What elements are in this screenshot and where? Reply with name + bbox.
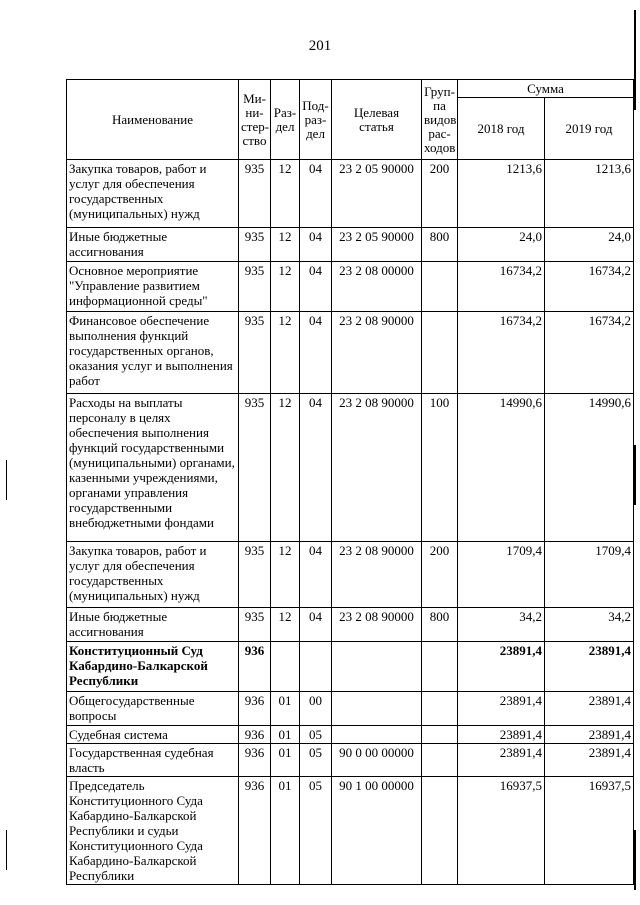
cell-target: 23 2 05 90000 <box>332 228 422 262</box>
cell-2019: 16937,5 <box>545 777 634 885</box>
cell-subsection: 04 <box>300 608 332 642</box>
cell-name: Закупка товаров, работ и услуг для обеспечения государственных (муниципальных) нужд <box>67 160 239 228</box>
cell-expense-group <box>422 744 458 777</box>
cell-2019: 16734,2 <box>545 312 634 394</box>
cell-2018: 1213,6 <box>458 160 545 228</box>
header-ministry: Ми- ни- стер- ство <box>239 80 271 160</box>
cell-ministry: 935 <box>239 542 271 608</box>
cell-subsection: 04 <box>300 160 332 228</box>
right-margin-line-middle <box>634 445 636 505</box>
cell-name: Расходы на выплаты персоналу в целях обеспечения выполнения функций государственными (муниципальными) органами, казенными учреждениями, органами управления государственными внебюджетными фондами <box>67 394 239 542</box>
cell-expense-group: 100 <box>422 394 458 542</box>
cell-ministry: 935 <box>239 608 271 642</box>
table-body <box>67 160 634 885</box>
cell-2019: 1213,6 <box>545 160 634 228</box>
cell-name: Государственная судебная власть <box>67 744 239 777</box>
cell-ministry: 936 <box>239 642 271 692</box>
cell-2019: 1709,4 <box>545 542 634 608</box>
cell-section: 01 <box>271 777 300 885</box>
cell-name: Основное мероприятие "Управление развитием информационной среды" <box>67 262 239 312</box>
cell-target: 23 2 05 90000 <box>332 160 422 228</box>
cell-name: Закупка товаров, работ и услуг для обеспечения государственных (муниципальных) нужд <box>67 542 239 608</box>
cell-name: Финансовое обеспечение выполнения функций государственных органов, оказания услуг и выполнения работ <box>67 312 239 394</box>
cell-2019: 23891,4 <box>545 642 634 692</box>
table-row <box>67 228 634 262</box>
header-section: Раз- дел <box>271 80 300 160</box>
cell-2019: 23891,4 <box>545 744 634 777</box>
cell-subsection <box>300 642 332 692</box>
cell-section <box>271 642 300 692</box>
cell-target <box>332 692 422 726</box>
cell-ministry: 936 <box>239 744 271 777</box>
cell-subsection: 05 <box>300 744 332 777</box>
cell-section: 12 <box>271 542 300 608</box>
cell-subsection: 04 <box>300 312 332 394</box>
header-name: Наименование <box>67 80 239 160</box>
table-row <box>67 394 634 542</box>
left-margin-line-lower <box>6 830 7 870</box>
cell-target: 23 2 08 90000 <box>332 608 422 642</box>
cell-expense-group: 800 <box>422 608 458 642</box>
cell-2019: 24,0 <box>545 228 634 262</box>
header-2018: 2018 год <box>458 98 545 160</box>
table-row <box>67 726 634 744</box>
cell-subsection: 04 <box>300 228 332 262</box>
cell-target: 23 2 08 90000 <box>332 394 422 542</box>
cell-target: 90 0 00 00000 <box>332 744 422 777</box>
cell-section: 12 <box>271 160 300 228</box>
cell-expense-group <box>422 777 458 885</box>
cell-subsection: 04 <box>300 542 332 608</box>
table-row <box>67 608 634 642</box>
cell-ministry: 935 <box>239 312 271 394</box>
cell-subsection: 05 <box>300 726 332 744</box>
cell-2018: 16734,2 <box>458 262 545 312</box>
cell-name: Судебная система <box>67 726 239 744</box>
table-row <box>67 692 634 726</box>
cell-section: 01 <box>271 744 300 777</box>
cell-ministry: 936 <box>239 692 271 726</box>
header-sum: Сумма <box>458 80 634 98</box>
header-target: Целевая статья <box>332 80 422 160</box>
cell-section: 01 <box>271 726 300 744</box>
cell-subsection: 04 <box>300 262 332 312</box>
cell-ministry: 935 <box>239 394 271 542</box>
page-number: 201 <box>308 38 332 54</box>
budget-table <box>66 79 634 885</box>
left-margin-line <box>6 460 7 500</box>
cell-expense-group <box>422 262 458 312</box>
header-expense-group: Груп- па видов рас- ходов <box>422 80 458 160</box>
cell-expense-group: 200 <box>422 542 458 608</box>
cell-ministry: 936 <box>239 726 271 744</box>
cell-name: Общегосударственные вопросы <box>67 692 239 726</box>
right-margin-line-top <box>634 10 636 110</box>
cell-ministry: 935 <box>239 228 271 262</box>
cell-target: 23 2 08 90000 <box>332 312 422 394</box>
cell-2019: 14990,6 <box>545 394 634 542</box>
table-row <box>67 642 634 692</box>
cell-2019: 16734,2 <box>545 262 634 312</box>
cell-subsection: 04 <box>300 394 332 542</box>
cell-2018: 34,2 <box>458 608 545 642</box>
right-margin-line-bottom <box>634 830 636 890</box>
table-row <box>67 542 634 608</box>
table-row <box>67 744 634 777</box>
cell-section: 12 <box>271 228 300 262</box>
cell-2018: 23891,4 <box>458 692 545 726</box>
cell-name: Иные бюджетные ассигнования <box>67 228 239 262</box>
cell-name: Конституционный Суд Кабардино-Балкарской Республики <box>67 642 239 692</box>
cell-expense-group <box>422 312 458 394</box>
cell-expense-group: 800 <box>422 228 458 262</box>
cell-name: Председатель Конституционного Суда Кабардино-Балкарской Республики и судьи Конституционного Суда Кабардино-Балкарской Республики <box>67 777 239 885</box>
cell-target <box>332 642 422 692</box>
header-2019: 2019 год <box>545 98 634 160</box>
cell-name: Иные бюджетные ассигнования <box>67 608 239 642</box>
cell-expense-group <box>422 642 458 692</box>
cell-target: 90 1 00 00000 <box>332 777 422 885</box>
cell-section: 12 <box>271 608 300 642</box>
cell-section: 12 <box>271 394 300 542</box>
cell-subsection: 00 <box>300 692 332 726</box>
cell-2018: 14990,6 <box>458 394 545 542</box>
cell-ministry: 935 <box>239 160 271 228</box>
cell-section: 12 <box>271 262 300 312</box>
cell-2019: 23891,4 <box>545 726 634 744</box>
table-row <box>67 777 634 885</box>
table-row <box>67 262 634 312</box>
cell-section: 01 <box>271 692 300 726</box>
cell-subsection: 05 <box>300 777 332 885</box>
cell-target: 23 2 08 90000 <box>332 542 422 608</box>
cell-2019: 34,2 <box>545 608 634 642</box>
table-row <box>67 312 634 394</box>
cell-target <box>332 726 422 744</box>
cell-2018: 1709,4 <box>458 542 545 608</box>
cell-2018: 24,0 <box>458 228 545 262</box>
cell-2018: 16734,2 <box>458 312 545 394</box>
cell-2018: 23891,4 <box>458 726 545 744</box>
table-row <box>67 160 634 228</box>
cell-ministry: 935 <box>239 262 271 312</box>
cell-section: 12 <box>271 312 300 394</box>
cell-expense-group: 200 <box>422 160 458 228</box>
header-subsection: Под- раз- дел <box>300 80 332 160</box>
cell-expense-group <box>422 726 458 744</box>
cell-expense-group <box>422 692 458 726</box>
cell-2018: 16937,5 <box>458 777 545 885</box>
cell-target: 23 2 08 00000 <box>332 262 422 312</box>
cell-2018: 23891,4 <box>458 744 545 777</box>
cell-ministry: 936 <box>239 777 271 885</box>
cell-2019: 23891,4 <box>545 692 634 726</box>
cell-2018: 23891,4 <box>458 642 545 692</box>
